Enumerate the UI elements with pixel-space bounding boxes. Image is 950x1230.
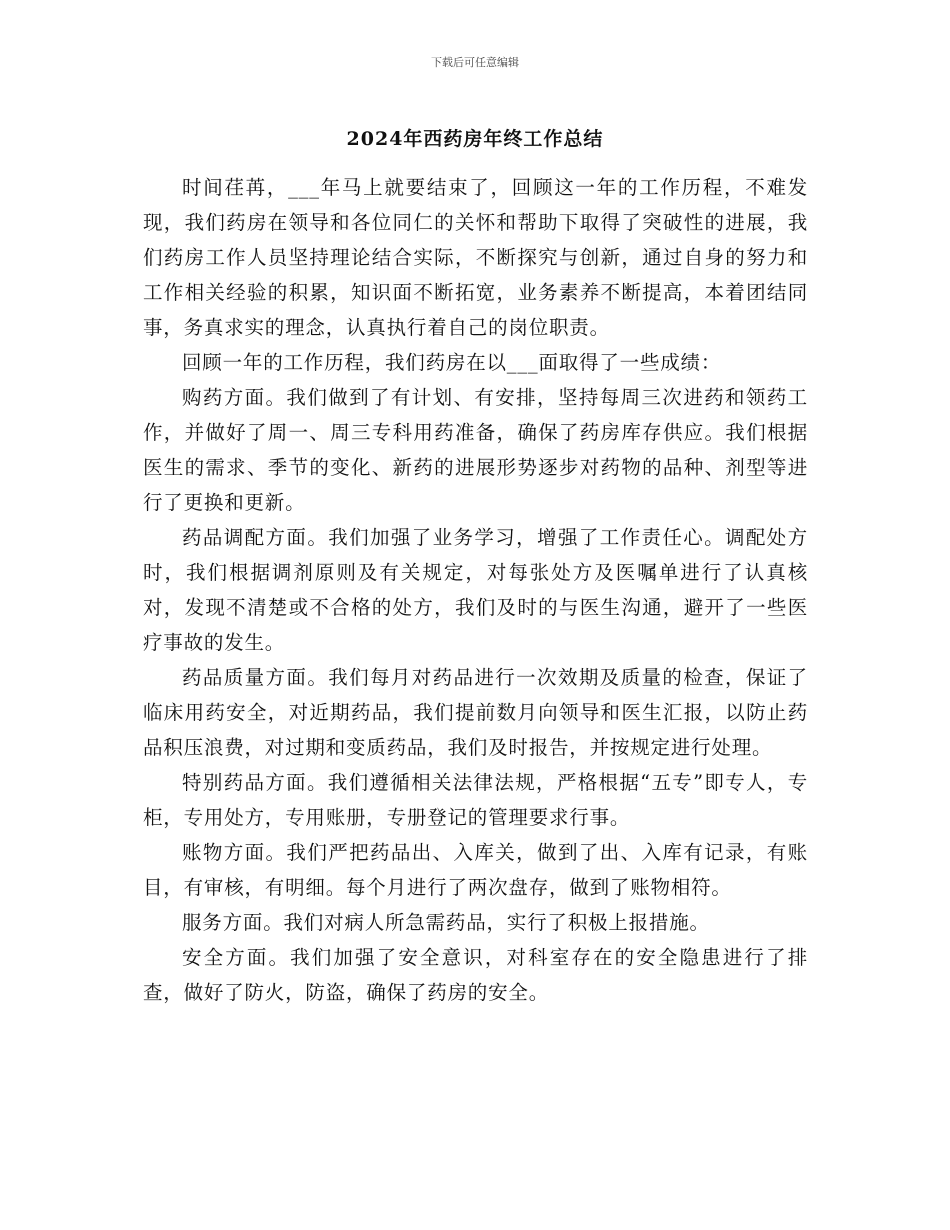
paragraph-special-drugs: 特别药品方面。我们遵循相关法律法规，严格根据“五专”即专人，专柜，专用处方，专用账册，专册登记的管理要求行事。 [143, 771, 808, 829]
paragraph-accounts: 账物方面。我们严把药品出、入库关，做到了出、入库有记录，有账目，有审核，有明细。每个月进行了两次盘存，做到了账物相符。 [143, 841, 808, 899]
paragraph-safety: 安全方面。我们加强了安全意识，对科室存在的安全隐患进行了排查，做好了防火，防盗，确保了药房的安全。 [143, 946, 808, 1004]
paragraph-review: 回顾一年的工作历程，我们药房在以___面取得了一些成绩： [182, 351, 722, 374]
paragraph-service: 服务方面。我们对病人所急需药品，实行了积极上报措施。 [182, 911, 710, 934]
paragraph-quality: 药品质量方面。我们每月对药品进行一次效期及质量的检查，保证了临床用药安全，对近期药品，我们提前数月向领导和医生汇报，以防止药品积压浪费，对过期和变质药品，我们及时报告，并按规定进行处理。 [143, 666, 808, 759]
paragraph-intro: 时间荏苒，___年马上就要结束了，回顾这一年的工作历程，不难发现，我们药房在领导和各位同仁的关怀和帮助下取得了突破性的进展，我们药房工作人员坚持理论结合实际，不断探究与创新，通过自身的努力和工作相关经验的积累，知识面不断拓宽，业务素养不断提高，本着团结同事，务真求实的理念，认真执行着自己的岗位职责。 [143, 176, 808, 339]
document-body [143, 170, 808, 1010]
paragraph-purchasing: 购药方面。我们做到了有计划、有安排，坚持每周三次进药和领药工作，并做好了周一、周三专科用药准备，确保了药房库存供应。我们根据医生的需求、季节的变化、新药的进展形势逐步对药物的品种、剂型等进行了更换和更新。 [143, 386, 808, 514]
document-title: 2024年西药房年终工作总结 [346, 128, 604, 150]
paragraph-dispensing: 药品调配方面。我们加强了业务学习，增强了工作责任心。调配处方时，我们根据调剂原则及有关规定，对每张处方及医嘱单进行了认真核对，发现不清楚或不合格的处方，我们及时的与医生沟通，避开了一些医疗事故的发生。 [143, 526, 808, 654]
header-note: 下载后可任意编辑 [431, 56, 519, 69]
